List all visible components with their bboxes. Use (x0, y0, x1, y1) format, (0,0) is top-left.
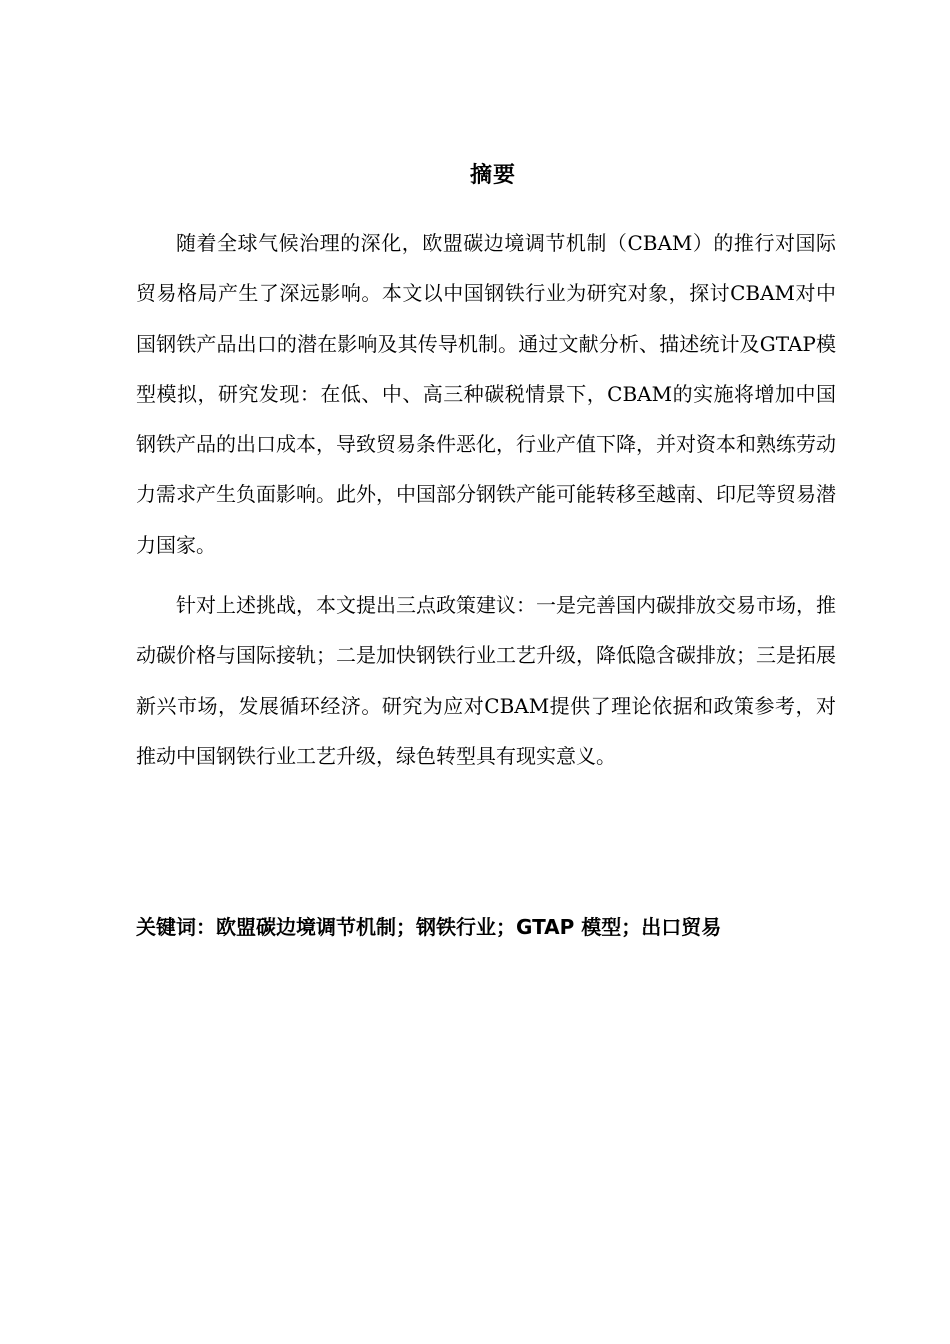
abstract-paragraph-1: 随着全球气候治理的深化，欧盟碳边境调节机制（CBAM）的推行对国际贸易格局产生了深远影响。本文以中国钢铁行业为研究对象，探讨CBAM对中国钢铁产品出口的潜在影响及其传导机制。通过文献分析、描述统计及GTAP模型模拟，研究发现：在低、中、高三种碳税情景下，CBAM的实施将增加中国钢铁产品的出口成本，导致贸易条件恶化，行业产值下降，并对资本和熟练劳动力需求产生负面影响。此外，中国部分钢铁产能可能转移至越南、印尼等贸易潜力国家。 (136, 231, 836, 557)
abstract-paragraph-2: 针对上述挑战，本文提出三点政策建议：一是完善国内碳排放交易市场，推动碳价格与国际接轨；二是加快钢铁行业工艺升级，降低隐含碳排放；三是拓展新兴市场，发展循环经济。研究为应对CBAM提供了理论依据和政策参考，对推动中国钢铁行业工艺升级，绿色转型具有现实意义。 (136, 593, 836, 768)
abstract-title: 摘要 (469, 163, 516, 188)
keywords-line: 关键词：欧盟碳边境调节机制；钢铁行业；GTAP 模型；出口贸易 (136, 915, 722, 939)
